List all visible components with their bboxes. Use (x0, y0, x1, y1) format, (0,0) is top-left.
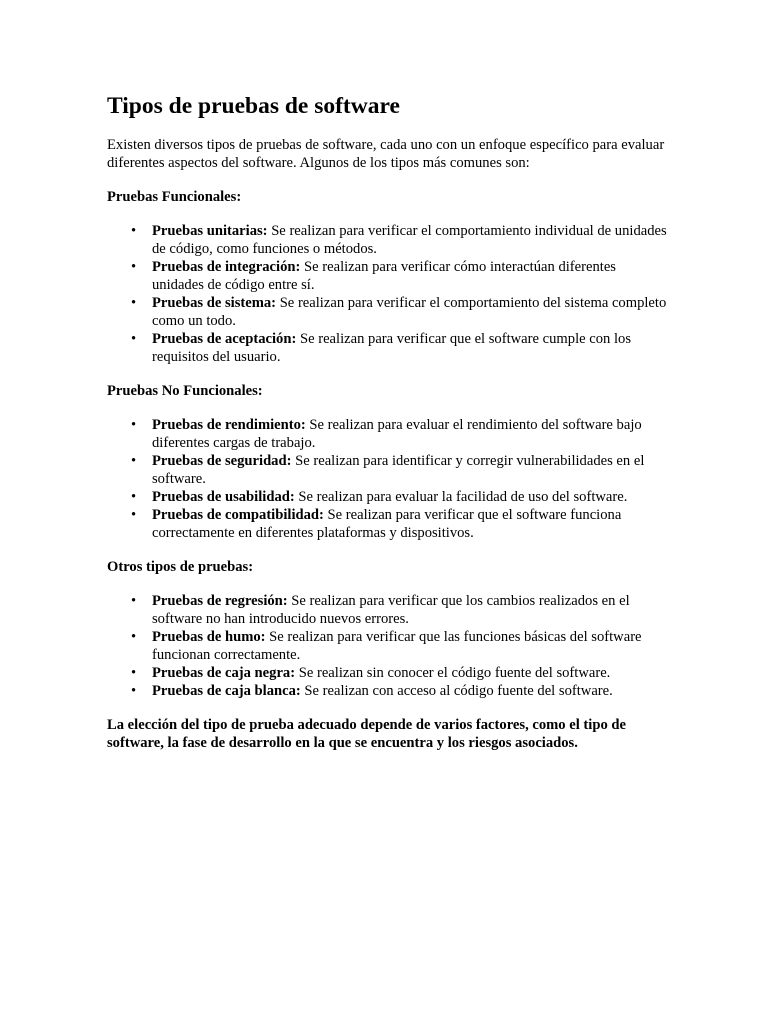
list-item (107, 682, 667, 700)
list-item (107, 222, 667, 258)
bullet-icon: • (131, 489, 137, 505)
bullet-icon: • (131, 629, 137, 645)
list-item (107, 506, 667, 542)
list-item (107, 592, 667, 628)
item-description: Se realizan para verificar cómo interactúan diferentes unidades de código entre sí. (152, 259, 616, 293)
item-description: Se realizan para verificar que el software cumple con los requisitos del usuario. (152, 331, 631, 365)
document-page (107, 92, 667, 752)
list-item (107, 628, 667, 664)
bullet-icon: • (131, 259, 137, 275)
item-term: Pruebas de regresión: (152, 593, 288, 609)
section-heading: Otros tipos de pruebas: (107, 559, 254, 575)
item-description: Se realizan sin conocer el código fuente del software. (295, 665, 611, 681)
bullet-list (107, 592, 667, 700)
bullet-icon: • (131, 417, 137, 433)
item-term: Pruebas de humo: (152, 629, 266, 645)
item-term: Pruebas de sistema: (152, 295, 277, 311)
list-item (107, 488, 667, 506)
bullet-icon: • (131, 223, 137, 239)
conclusion-paragraph: La elección del tipo de prueba adecuado depende de varios factores, como el tipo de software, la fase de desarrollo en la que se encuentra y los riesgos asociados. (107, 717, 626, 751)
list-item (107, 258, 667, 294)
item-term: Pruebas de integración: (152, 259, 301, 275)
item-description: Se realizan con acceso al código fuente del software. (300, 683, 613, 699)
document-title: Tipos de pruebas de software (107, 93, 400, 119)
intro-paragraph: Existen diversos tipos de pruebas de software, cada uno con un enfoque específico para evaluar diferentes aspectos del software. Algunos de los tipos más comunes son: (107, 137, 665, 171)
item-description: Se realizan para evaluar la facilidad de uso del software. (294, 489, 628, 505)
item-term: Pruebas de rendimiento: (152, 417, 306, 433)
item-description: Se realizan para evaluar el rendimiento del software bajo diferentes cargas de trabajo. (152, 417, 642, 451)
bullet-icon: • (131, 507, 137, 523)
list-item (107, 416, 667, 452)
list-item (107, 452, 667, 488)
bullet-icon: • (131, 453, 137, 469)
bullet-icon: • (131, 331, 137, 347)
item-term: Pruebas de usabilidad: (152, 489, 295, 505)
list-item (107, 330, 667, 366)
item-description: Se realizan para verificar que el software funciona correctamente en diferentes plataformas y dispositivos. (152, 507, 622, 541)
bullet-list (107, 416, 667, 542)
bullet-icon: • (131, 593, 137, 609)
bullet-list (107, 222, 667, 366)
bullet-icon: • (131, 295, 137, 311)
item-description: Se realizan para identificar y corregir vulnerabilidades en el software. (152, 453, 645, 487)
item-description: Se realizan para verificar que las funciones básicas del software funcionan correctamente. (152, 629, 642, 663)
item-description: Se realizan para verificar el comportamiento individual de unidades de código, como funciones o métodos. (152, 223, 667, 257)
section-heading: Pruebas No Funcionales: (107, 383, 263, 399)
item-description: Se realizan para verificar que los cambios realizados en el software no han introducido nuevos errores. (152, 593, 630, 627)
item-term: Pruebas de caja blanca: (152, 683, 301, 699)
section-heading: Pruebas Funcionales: (107, 189, 242, 205)
item-term: Pruebas unitarias: (152, 223, 268, 239)
list-item (107, 664, 667, 682)
item-description: Se realizan para verificar el comportamiento del sistema completo como un todo. (152, 295, 667, 329)
bullet-icon: • (131, 665, 137, 681)
bullet-icon: • (131, 683, 137, 699)
item-term: Pruebas de compatibilidad: (152, 507, 324, 523)
item-term: Pruebas de seguridad: (152, 453, 292, 469)
item-term: Pruebas de caja negra: (152, 665, 296, 681)
item-term: Pruebas de aceptación: (152, 331, 297, 347)
list-item (107, 294, 667, 330)
